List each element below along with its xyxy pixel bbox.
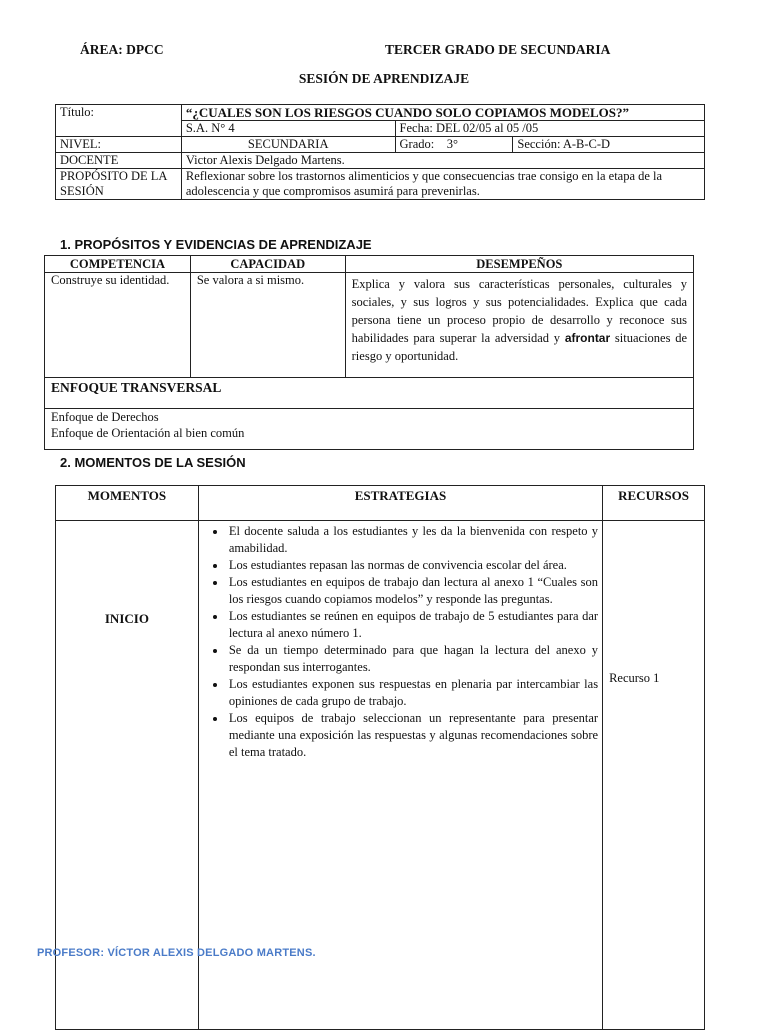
proposito-value: Reflexionar sobre los trastornos alimenticios y que consecuencias trae consigo en la etapa de la adolescencia y que compromisos asumirá para prevenirlas. <box>181 169 704 200</box>
area-label: ÁREA: DPCC <box>80 42 164 57</box>
desempenos-text-2: situaciones de riesgo y oportunidad. <box>351 331 688 363</box>
col-competencia: COMPETENCIA <box>45 256 191 273</box>
strategy-item: • Los estudiantes en equipos de trabajo dan lectura al anexo 1 “Cuales son los riesgos cuando copiamos modelos” y responde las preguntas. <box>227 574 598 608</box>
sa-number: S.A. N° 4 <box>181 121 395 137</box>
fecha: Fecha: DEL 02/05 al 05 /05 <box>395 121 704 137</box>
docente-label: DOCENTE <box>56 153 182 169</box>
competencia-cell: Construye su identidad. <box>45 273 191 378</box>
proposito-label: PROPÓSITO DE LA SESIÓN <box>56 169 182 200</box>
col-momentos: MOMENTOS <box>56 486 199 521</box>
col-recursos: RECURSOS <box>603 486 705 521</box>
strategy-item: • Se da un tiempo determinado para que hagan la lectura del anexo y respondan sus interrogantes. <box>227 642 598 676</box>
col-estrategias: ESTRATEGIAS <box>198 486 602 521</box>
propositos-table <box>44 255 694 450</box>
titulo-value: “¿CUALES SON LOS RIESGOS CUANDO SOLO COPIAMOS MODELOS?” <box>181 105 704 121</box>
session-info-table <box>55 104 705 200</box>
grado-label: Grado: <box>399 137 435 151</box>
capacidad-cell: Se valora a si mismo. <box>190 273 345 378</box>
footer-profesor: PROFESOR: VÍCTOR ALEXIS DELGADO MARTENS. <box>37 947 316 959</box>
grade-label: TERCER GRADO DE SECUNDARIA <box>385 42 611 57</box>
docente-value: Victor Alexis Delgado Martens. <box>181 153 704 169</box>
strategy-item: • Los estudiantes repasan las normas de convivencia escolar del área. <box>227 557 598 574</box>
grado-value: 3° <box>446 137 458 151</box>
col-capacidad: CAPACIDAD <box>190 256 345 273</box>
momento-inicio: INICIO <box>56 521 199 1030</box>
nivel-label: NIVEL: <box>56 137 182 153</box>
nivel-value: SECUNDARIA <box>181 137 395 153</box>
desempenos-cell <box>345 273 693 378</box>
enfoque-item-1: Enfoque de Derechos <box>51 410 159 424</box>
strategy-item: • Los equipos de trabajo seleccionan un representante para presentar mediante una exposición las respuestas y algunas recomendaciones sobre el tema tratado. <box>227 710 598 761</box>
seccion: Sección: A-B-C-D <box>513 137 705 153</box>
strategy-item: • El docente saluda a los estudiantes y les da la bienvenida con respeto y amabilidad. <box>227 523 598 557</box>
section1-heading: 1. PROPÓSITOS Y EVIDENCIAS DE APRENDIZAJE <box>60 237 372 252</box>
enfoque-heading: ENFOQUE TRANSVERSAL <box>45 378 694 409</box>
col-desempenos: DESEMPEÑOS <box>345 256 693 273</box>
desempenos-bold: afrontar <box>564 331 611 345</box>
enfoque-cell <box>45 409 694 450</box>
section2-heading: 2. MOMENTOS DE LA SESIÓN <box>60 455 246 470</box>
strategy-item: • Los estudiantes se reúnen en equipos de trabajo de 5 estudiantes para dar lectura al anexo número 1. <box>227 608 598 642</box>
grado-cell <box>395 137 513 153</box>
strategy-item: • Los estudiantes exponen sus respuestas en plenaria par intercambiar las opiniones de cada grupo de trabajo. <box>227 676 598 710</box>
recurso-cell: Recurso 1 <box>603 521 705 1030</box>
strategies-list <box>199 523 598 761</box>
enfoque-item-2: Enfoque de Orientación al bien común <box>51 426 245 440</box>
page-title: SESIÓN DE APRENDIZAJE <box>298 71 470 86</box>
desempenos-text-1: Explica y valora sus características personales, culturales y sociales, y sus logros y sus potencialidades. Explica que cada persona tiene un proceso propio de desarrollo y reconoce sus habilidades para superar la adversidad y <box>351 277 687 345</box>
titulo-label: Título: <box>56 105 182 137</box>
